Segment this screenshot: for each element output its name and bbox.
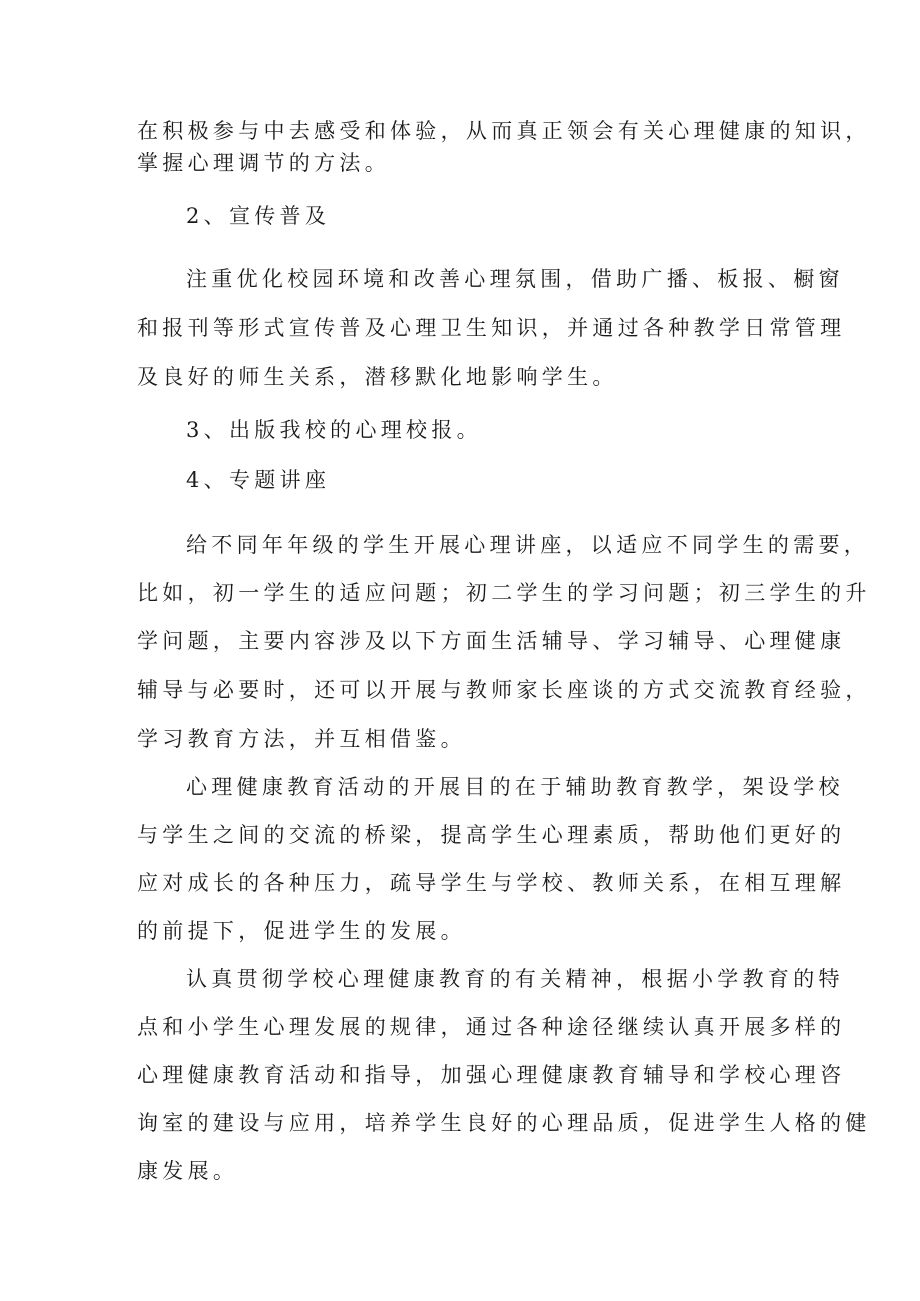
- section-heading-3: 3、出版我校的心理校报。: [186, 418, 482, 442]
- text-line-4: 注重优化校园环境和改善心理氛围，借助广播、板报、橱窗: [186, 267, 844, 291]
- text-line-1: 在积极参与中去感受和体验，从而真正领会有关心理健康的知识，: [137, 119, 871, 143]
- text-line-15: 与学生之间的交流的桥梁，提高学生心理素质，帮助他们更好的: [137, 823, 846, 847]
- section-heading-2: 2、宣传普及: [186, 204, 331, 228]
- text-line-16: 应对成长的各种压力，疏导学生与学校、教师关系，在相互理解: [137, 871, 846, 895]
- text-line-21: 询室的建设与应用，培养学生良好的心理品质，促进学生人格的健: [137, 1111, 871, 1135]
- text-line-14: 心理健康教育活动的开展目的在于辅助教育教学，架设学校: [186, 775, 844, 799]
- text-line-11: 学问题，主要内容涉及以下方面生活辅导、学习辅导、心理健康: [137, 629, 846, 653]
- text-line-9: 给不同年年级的学生开展心理讲座，以适应不同学生的需要，: [186, 533, 870, 557]
- text-line-22: 康发展。: [137, 1159, 239, 1183]
- text-line-5: 和报刊等形式宣传普及心理卫生知识，并通过各种教学日常管理: [137, 316, 846, 340]
- section-heading-4: 4、专题讲座: [186, 468, 331, 492]
- text-line-17: 的前提下，促进学生的发展。: [137, 919, 466, 943]
- text-line-19: 点和小学生心理发展的规律，通过各种途径继续认真开展多样的: [137, 1015, 846, 1039]
- text-line-2: 掌握心理调节的方法。: [137, 151, 390, 175]
- text-line-18: 认真贯彻学校心理健康教育的有关精神，根据小学教育的特: [186, 967, 844, 991]
- text-line-6: 及良好的师生关系，潜移默化地影响学生。: [137, 365, 618, 389]
- text-line-12: 辅导与必要时，还可以开展与教师家长座谈的方式交流教育经验，: [137, 678, 871, 702]
- text-line-13: 学习教育方法，并互相借鉴。: [137, 727, 466, 751]
- text-line-10: 比如，初一学生的适应问题；初二学生的学习问题；初三学生的升: [137, 581, 871, 605]
- text-line-20: 心理健康教育活动和指导，加强心理健康教育辅导和学校心理咨: [137, 1063, 846, 1087]
